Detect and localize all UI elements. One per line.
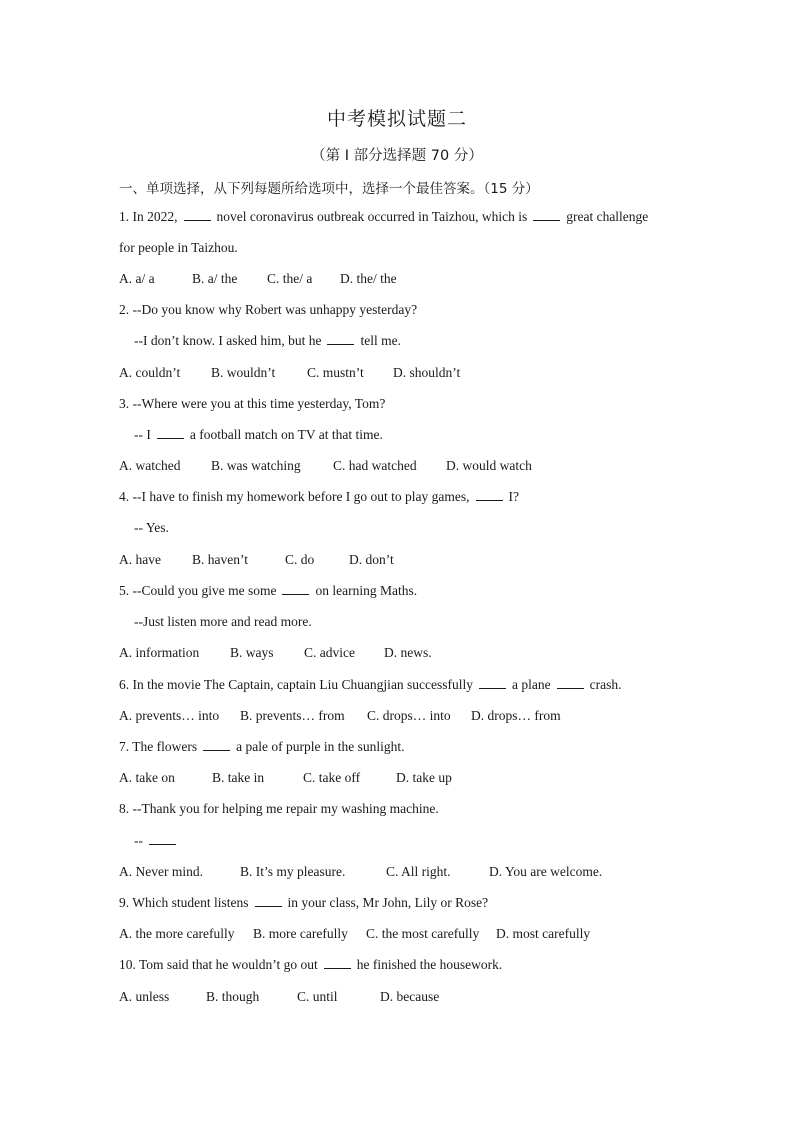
option-d[interactable]: D. don’t <box>349 552 394 567</box>
question-1-options <box>119 270 397 288</box>
option-c[interactable]: C. take off <box>303 770 361 785</box>
question-2-response: --I don’t know. I asked him, but he tell me. <box>134 333 401 348</box>
option-a[interactable]: A. have <box>119 552 161 567</box>
option-c[interactable]: C. the most carefully <box>366 926 480 941</box>
question-7-options <box>119 769 452 787</box>
option-d[interactable]: D. drops… from <box>471 708 561 723</box>
option-d[interactable]: D. news. <box>384 645 432 660</box>
question-5-options <box>119 644 432 662</box>
option-a[interactable]: A. prevents… into <box>119 708 220 723</box>
question-5: 5. --Could you give me some on learning Maths. <box>119 583 418 598</box>
option-c[interactable]: C. advice <box>304 645 355 660</box>
question-9: 9. Which student listens in your class, Mr John, Lily or Rose? <box>119 895 489 910</box>
option-a[interactable]: A. the more carefully <box>119 926 235 941</box>
question-4: 4. --I have to finish my homework before I go out to play games, I? <box>119 489 520 504</box>
option-b[interactable]: B. though <box>206 989 260 1004</box>
option-c[interactable]: C. until <box>297 989 338 1004</box>
option-d[interactable]: D. shouldn’t <box>393 365 461 380</box>
answer-blank <box>149 832 176 845</box>
answer-blank <box>533 208 560 221</box>
option-c[interactable]: C. All right. <box>386 864 451 879</box>
option-d[interactable]: D. most carefully <box>496 926 591 941</box>
answer-blank <box>203 738 230 751</box>
question-1-continued: for people in Taizhou. <box>119 240 238 255</box>
page-title: 中考模拟试题二 <box>326 108 467 130</box>
option-b[interactable]: B. more carefully <box>253 926 348 941</box>
answer-blank <box>476 488 503 501</box>
option-b[interactable]: B. haven’t <box>192 552 248 567</box>
option-d[interactable]: D. because <box>380 989 440 1004</box>
answer-blank <box>282 582 309 595</box>
option-b[interactable]: B. It’s my pleasure. <box>240 864 346 879</box>
option-b[interactable]: B. ways <box>230 645 274 660</box>
question-6: 6. In the movie The Captain, captain Liu Chuangjian successfully a plane crash. <box>119 677 622 692</box>
question-4-response: -- Yes. <box>134 520 169 535</box>
option-c[interactable]: C. do <box>285 552 315 567</box>
option-c[interactable]: C. the/ a <box>267 271 313 286</box>
answer-blank <box>557 676 584 689</box>
option-d[interactable]: D. take up <box>396 770 452 785</box>
question-9-options <box>119 925 590 943</box>
option-d[interactable]: D. would watch <box>446 458 532 473</box>
option-a[interactable]: A. Never mind. <box>119 864 203 879</box>
option-a[interactable]: A. take on <box>119 770 175 785</box>
question-8-options <box>119 863 602 881</box>
option-a[interactable]: A. unless <box>119 989 170 1004</box>
question-10-options <box>119 988 439 1006</box>
question-1: 1. In 2022, novel coronavirus outbreak occurred in Taizhou, which is great challenge <box>119 209 649 224</box>
question-6-options <box>119 707 561 725</box>
question-8-response: -- <box>134 832 182 850</box>
option-a[interactable]: A. watched <box>119 458 181 473</box>
option-b[interactable]: B. wouldn’t <box>211 365 276 380</box>
section-heading: 一、单项选择，从下列每题所给选项中，选择一个最佳答案。（15 分） <box>119 181 539 197</box>
option-c[interactable]: C. drops… into <box>367 708 451 723</box>
question-3-response: -- I a football match on TV at that time. <box>134 427 383 442</box>
question-8: 8. --Thank you for helping me repair my washing machine. <box>119 801 439 816</box>
answer-blank <box>184 208 211 221</box>
answer-blank <box>255 894 282 907</box>
question-10: 10. Tom said that he wouldn’t go out he finished the housework. <box>119 957 503 972</box>
question-2: 2. --Do you know why Robert was unhappy yesterday? <box>119 302 418 317</box>
answer-blank <box>157 426 184 439</box>
question-5-response: --Just listen more and read more. <box>134 614 312 629</box>
option-d[interactable]: D. You are welcome. <box>489 864 603 879</box>
question-3: 3. --Where were you at this time yesterday, Tom? <box>119 396 386 411</box>
option-c[interactable]: C. mustn’t <box>307 365 364 380</box>
question-3-options <box>119 457 532 475</box>
question-2-options <box>119 364 460 382</box>
answer-blank <box>479 676 506 689</box>
question-4-options <box>119 551 394 569</box>
option-c[interactable]: C. had watched <box>333 458 417 473</box>
answer-blank <box>327 332 354 345</box>
answer-blank <box>324 956 351 969</box>
question-7: 7. The flowers a pale of purple in the sunlight. <box>119 739 405 754</box>
option-b[interactable]: B. prevents… from <box>240 708 345 723</box>
option-a[interactable]: A. couldn’t <box>119 365 181 380</box>
option-b[interactable]: B. a/ the <box>192 271 238 286</box>
option-d[interactable]: D. the/ the <box>340 271 397 286</box>
option-a[interactable]: A. a/ a <box>119 271 155 286</box>
option-a[interactable]: A. information <box>119 645 200 660</box>
option-b[interactable]: B. was watching <box>211 458 301 473</box>
option-b[interactable]: B. take in <box>212 770 265 785</box>
page-subtitle: （第 I 部分选择题 70 分） <box>311 148 483 164</box>
